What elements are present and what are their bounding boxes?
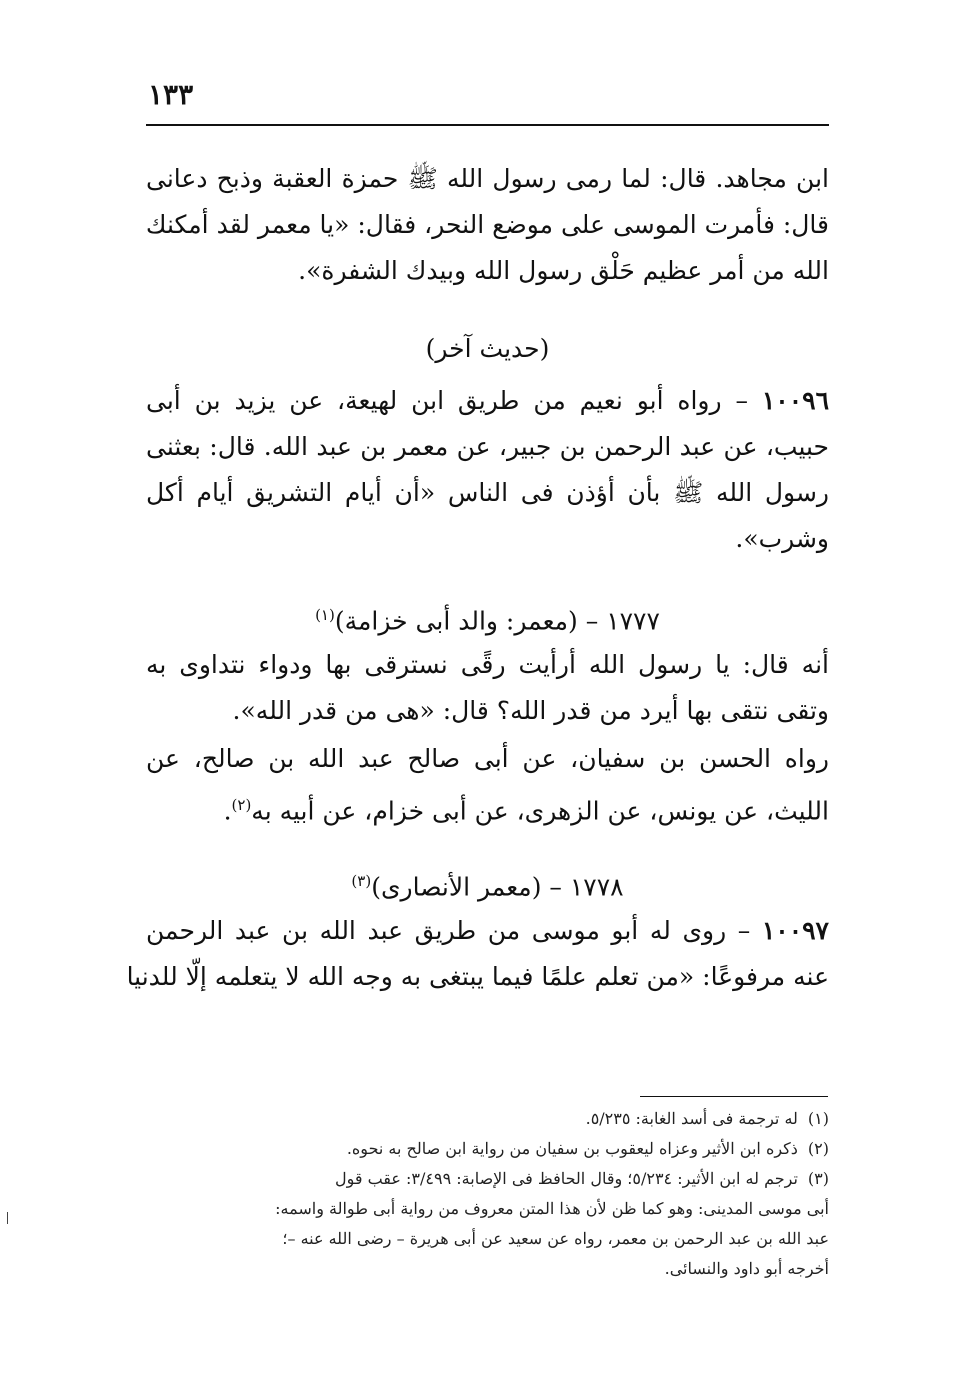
paragraph-1777-text <box>146 642 829 734</box>
footnote-ref: (٣) <box>351 872 372 890</box>
entry-heading-text: ١٧٧٧ – (معمر: والد أبى خزامة) <box>334 606 660 636</box>
entry-heading-1778 <box>146 858 829 910</box>
paragraph-continuation <box>146 156 829 294</box>
entry-heading-1777 <box>146 592 829 644</box>
footnote-number: (١) <box>807 1109 829 1128</box>
hadith-number: ١٠٠٩٦ <box>761 386 829 415</box>
scan-margin-mark <box>7 1212 8 1224</box>
footnote-continuation-line: أخرجه أبو داود والنسائى. <box>664 1259 829 1278</box>
footnote-continuation-line: عبد الله بن عبد الرحمن بن معمر، رواه عن سعيد عن أبى هريرة – رضى الله عنه –؛ <box>282 1229 829 1248</box>
footnote-number: (٣) <box>807 1169 829 1188</box>
text-line: قال: فأمرت الموسى على موضع النحر، فقال: «يا معمر لقد أمكنك <box>145 210 829 239</box>
punctuation: . <box>223 796 232 826</box>
text-line: وشرب». <box>735 524 829 553</box>
text-line: أنه قال: يا رسول الله أرأيت رقًى نسترقى بها ودواء نتداوى به <box>146 650 829 679</box>
header-rule <box>146 124 829 126</box>
text-line: وتقى نتقى بها أيرد من قدر الله؟ قال: «هى من قدر الله». <box>232 696 829 725</box>
footnote-ref: (٢) <box>231 796 252 814</box>
footnote-3 <box>146 1164 829 1194</box>
footnote-text: ذكره ابن الأثير وعزاه ليعقوب بن سفيان من رواية ابن صالح به نحوه. <box>346 1139 798 1158</box>
text-line: رواه الحسن بن سفيان، عن أبى صالح عبد الله بن صالح، عن <box>146 744 829 773</box>
footnote-continuation-line: أبى موسى المدينى: وهو كما ظن لأن هذا المتن معروف من رواية أبى طوالة واسمه: <box>275 1199 829 1218</box>
footnotes <box>146 1104 829 1284</box>
text-line-content: – رواه أبو نعيم من طريق ابن لهيعة، عن يزيد بن أبى <box>146 386 748 415</box>
text-line: عنه مرفوعًا: «من تعلم علمًا فيما يبتغى به وجه الله لا يتعلمه إلّا للدنيا <box>126 962 829 991</box>
hadith-10097 <box>126 908 829 1000</box>
hadith-10096 <box>146 378 829 562</box>
entry-heading-text: ١٧٧٨ – (معمر الأنصارى) <box>371 872 624 902</box>
paragraph-1777-isnad <box>146 736 829 828</box>
footnote-2 <box>146 1134 829 1164</box>
section-heading-another-hadith: (حديث آخر) <box>425 334 550 363</box>
footnote-text: ترجم له ابن الأثير: ٥/٢٣٤؛ وقال الحافظ فى الإصابة: ٣/٤٩٩: عقب قول <box>334 1169 798 1188</box>
text-line <box>146 908 829 954</box>
text-line <box>146 378 829 424</box>
text-line: الله من أمر عظيم حَلْق رسول الله وبيدك الشفرة». <box>298 256 829 285</box>
footnote-ref: (١) <box>315 606 335 624</box>
page-number: ١٣٣ <box>148 78 194 111</box>
footnote-text: له ترجمة فى أسد الغابة: ٥/٢٣٥. <box>585 1109 798 1128</box>
text-line <box>146 782 829 828</box>
hadith-number: ١٠٠٩٧ <box>761 916 829 945</box>
text-line: حبيب، عن عبد الرحمن بن جبير، عن معمر بن عبد الله. قال: بعثنى <box>146 432 829 461</box>
footnote-1 <box>146 1104 829 1134</box>
text-line-content: – روى له أبو موسى من طريق عبد الله بن عبد الرحمن <box>146 916 751 945</box>
footnote-number: (٢) <box>807 1139 829 1158</box>
text-line: رسول الله ﷺ بأن أؤذن فى الناس «أن أيام التشريق أيام أكل <box>146 478 829 507</box>
text-line-content: الليث، عن يونس، عن الزهرى، عن أبى خزام، عن أبيه به <box>251 796 829 826</box>
footnote-rule <box>640 1096 828 1097</box>
text-line: ابن مجاهد. قال: لما رمى رسول الله ﷺ حمزة العقبة وذبح دعانى <box>146 164 829 193</box>
